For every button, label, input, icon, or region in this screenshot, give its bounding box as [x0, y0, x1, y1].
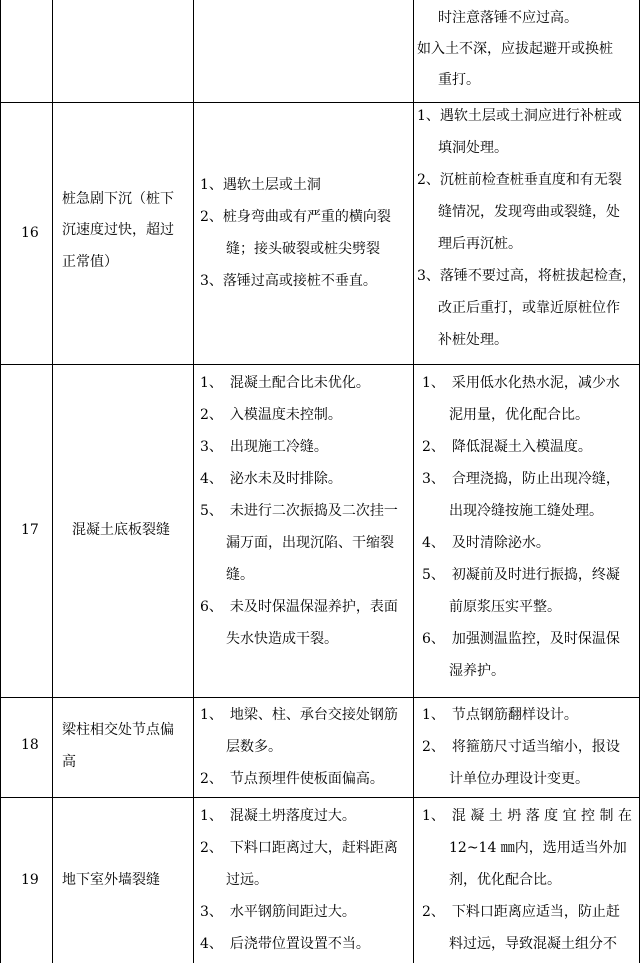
prevention-text-line: 1、 采用低水化热水泥，减少水: [422, 375, 620, 391]
prevention-text-line: 补桩处理。: [438, 332, 508, 348]
cause-text-line: 2、 入模温度未控制。: [200, 407, 342, 423]
column-rule: [52, 0, 53, 963]
prevention-text-line: 如入土不深，应拔起避开或换桩: [417, 41, 613, 57]
problem-text-line: 混凝土底板裂缝: [72, 522, 170, 538]
cause-text-line: 失水快造成干裂。: [226, 631, 338, 647]
column-rule: [413, 0, 414, 963]
prevention-text-line: 改正后重打，或靠近原桩位作: [438, 300, 620, 316]
prevention-text-line: 1、 节点钢筋翻样设计。: [422, 707, 578, 723]
cause-text-line: 6、 未及时保温保湿养护，表面: [200, 599, 398, 615]
cause-text-line: 缝。: [226, 567, 254, 583]
cause-text-line: 1、 地梁、柱、承台交接处钢筋: [200, 707, 398, 723]
prevention-text-line: 2、沉桩前检查桩垂直度和有无裂: [417, 172, 622, 188]
prevention-text-line: 前原浆压实平整。: [449, 599, 561, 615]
cause-text-line: 1、遇软土层或土洞: [200, 177, 321, 193]
row-number: 19: [21, 872, 39, 888]
problem-text-line: 高: [62, 754, 76, 770]
prevention-text-line: 剂，优化配合比。: [449, 872, 561, 888]
cause-text-line: 1、 混凝土配合比未优化。: [200, 375, 370, 391]
cause-text-line: 5、 未进行二次振捣及二次挂一: [200, 503, 398, 519]
row-rule: [0, 102, 640, 103]
prevention-text-line: 时注意落锤不应过高。: [438, 10, 578, 26]
row-rule: [0, 364, 640, 365]
cause-text-line: 4、 后浇带位置设置不当。: [200, 936, 370, 952]
cause-text-line: 层数多。: [226, 739, 282, 755]
problem-text-line: 梁柱相交处节点偏: [62, 722, 174, 738]
cause-text-line: 2、桩身弯曲或有严重的横向裂: [200, 209, 391, 225]
prevention-text-line: 1、 混 凝 土 坍 落 度 宜 控 制 在: [422, 808, 632, 824]
prevention-text-line: 5、 初凝前及时进行振捣，终凝: [422, 567, 620, 583]
row-number: 17: [21, 522, 39, 538]
prevention-text-line: 湿养护。: [449, 663, 505, 679]
cause-text-line: 3、落锤过高或接桩不垂直。: [200, 273, 377, 289]
prevention-text-line: 3、 合理浇捣，防止出现冷缝，: [422, 471, 620, 487]
prevention-text-line: 缝情况，发现弯曲或裂缝，处: [438, 204, 620, 220]
prevention-text-line: 2、 降低混凝土入模温度。: [422, 439, 592, 455]
problem-text-line: 地下室外墙裂缝: [62, 872, 160, 888]
prevention-text-line: 计单位办理设计变更。: [449, 771, 589, 787]
prevention-text-line: 12~14 ㎜内，选用适当外加: [449, 840, 627, 856]
column-rule: [0, 0, 1, 963]
prevention-text-line: 4、 及时清除泌水。: [422, 535, 550, 551]
problem-text-line: 桩急剧下沉（桩下: [62, 191, 174, 207]
prevention-text-line: 填洞处理。: [438, 140, 508, 156]
cause-text-line: 1、 混凝土坍落度过大。: [200, 808, 356, 824]
prevention-text-line: 3、落锤不要过高，将桩拔起检查，: [417, 268, 636, 284]
cause-text-line: 3、 水平钢筋间距过大。: [200, 904, 356, 920]
prevention-text-line: 2、 下料口距离应适当，防止赶: [422, 904, 620, 920]
problem-text-line: 正常值）: [62, 254, 118, 270]
prevention-text-line: 理后再沉桩。: [438, 236, 522, 252]
cause-text-line: 漏万面，出现沉陷、干缩裂: [226, 535, 394, 551]
cause-text-line: 2、 节点预埋件使板面偏高。: [200, 771, 384, 787]
cause-text-line: 过远。: [226, 872, 268, 888]
row-number: 16: [21, 225, 39, 241]
prevention-text-line: 6、 加强测温监控，及时保温保: [422, 631, 620, 647]
prevention-text-line: 1、遇软土层或土洞应进行补桩或: [417, 108, 622, 124]
row-rule: [0, 797, 640, 798]
prevention-text-line: 料过远，导致混凝土组分不: [449, 936, 617, 952]
cause-text-line: 3、 出现施工冷缝。: [200, 439, 328, 455]
cause-text-line: 4、 泌水未及时排除。: [200, 471, 342, 487]
row-rule: [0, 697, 640, 698]
prevention-text-line: 2、 将箍筋尺寸适当缩小，报设: [422, 739, 620, 755]
prevention-text-line: 出现冷缝按施工缝处理。: [449, 503, 603, 519]
row-number: 18: [21, 737, 39, 753]
prevention-text-line: 重打。: [438, 72, 480, 88]
problem-text-line: 沉速度过快，超过: [62, 222, 174, 238]
cause-text-line: 2、 下料口距离过大，赶料距离: [200, 840, 398, 856]
column-rule: [193, 0, 194, 963]
cause-text-line: 缝；接头破裂或桩尖劈裂: [226, 241, 380, 257]
prevention-text-line: 泥用量，优化配合比。: [449, 407, 589, 423]
